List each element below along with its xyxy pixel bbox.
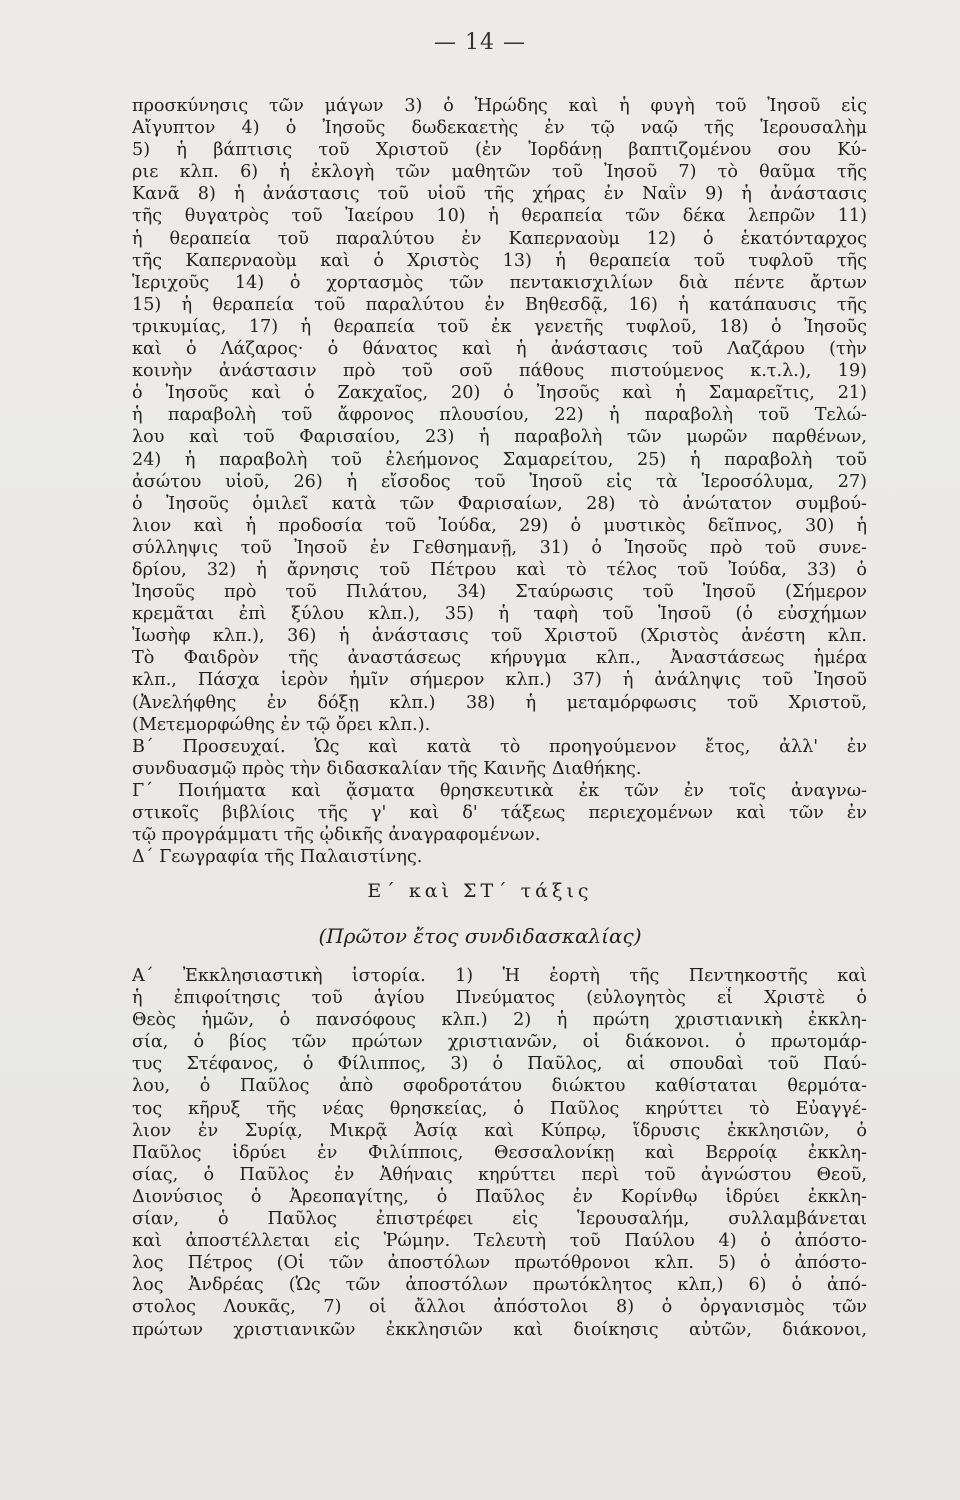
text-line: Ἰησοῦς πρὸ τοῦ Πιλάτου, 34) Σταύρωσις τοῦ Ἰησοῦ (Σήμερον: [132, 582, 867, 603]
text-line: Β΄ Προσευχαί. Ὡς καὶ κατὰ τὸ προηγούμενον ἔτος, ἀλλ' ἐν: [132, 736, 867, 757]
text-line: λιον ἐν Συρίᾳ, Μικρᾷ Ἀσίᾳ καὶ Κύπρῳ, ἵδρυσις ἐκκλησιῶν, ὁ: [132, 1120, 867, 1141]
section-heading: Ε΄ καὶ ΣΤ΄ τάξις: [367, 880, 593, 902]
section-subheading: (Πρῶτον ἔτος συνδιδασκαλίας): [318, 924, 642, 948]
text-line: δρίου, 32) ἡ ἄρνησις τοῦ Πέτρου καὶ τὸ τέλος τοῦ Ἰούδα, 33) ὁ: [132, 559, 867, 580]
text-line: κοινὴν ἀνάστασιν πρὸ τοῦ σοῦ πάθους πιστούμενος κ.τ.λ.), 19): [132, 361, 867, 382]
text-line: 15) ἡ θεραπεία τοῦ παραλύτου ἐν Βηθεσδᾷ, 16) ἡ κατάπαυσις τῆς: [132, 294, 867, 315]
text-line: κρεμᾶται ἐπὶ ξύλου κλπ.), 35) ἡ ταφὴ τοῦ Ἰησοῦ (ὁ εὐσχήμων: [132, 604, 867, 625]
text-line: Ἰωσὴφ κλπ.), 36) ἡ ἀνάστασις τοῦ Χριστοῦ (Χριστὸς ἀνέστη κλπ.: [132, 626, 867, 647]
text-line: Δ΄ Γεωγραφία τῆς Παλαιστίνης.: [132, 847, 423, 868]
text-line: Θεὸς ἡμῶν, ὁ πανσόφους κλπ.) 2) ἡ πρώτη χριστιανικὴ ἐκκλη-: [132, 1010, 867, 1031]
text-line: Γ΄ Ποιήματα καὶ ᾄσματα θρησκευτικὰ ἐκ τῶν ἐν τοῖς ἀναγνω-: [132, 780, 867, 801]
text-line: τῷ προγράμματι τῆς ᾠδικῆς ἀναγραφομένων.: [132, 825, 541, 846]
text-line: ἀσώτου υἱοῦ, 26) ἡ εἴσοδος τοῦ Ἰησοῦ εἰς τὰ Ἱεροσόλυμα, 27): [132, 471, 867, 492]
text-line: ὁ Ἰησοῦς καὶ ὁ Ζακχαῖος, 20) ὁ Ἰησοῦς καὶ ἡ Σαμαρεῖτις, 21): [132, 383, 867, 404]
text-line: λος Πέτρος (Οἱ τῶν ἀποστόλων πρωτόθρονοι κλπ. 5) ὁ ἀπόστο-: [132, 1253, 867, 1274]
text-line: πρώτων χριστιανικῶν ἐκκλησιῶν καὶ διοίκησις αὐτῶν, διάκονοι,: [132, 1319, 867, 1340]
text-line: (Ἀνελήφθης ἐν δόξῃ κλπ.) 38) ἡ μεταμόρφωσις τοῦ Χριστοῦ,: [132, 692, 867, 713]
text-line: Α΄ Ἐκκλησιαστικὴ ἱστορία. 1) Ἡ ἑορτὴ τῆς Πεντηκοστῆς καὶ: [132, 966, 867, 986]
text-line: Διονύσιος ὁ Ἀρεοπαγίτης, ὁ Παῦλος ἐν Κορίνθῳ ἱδρύει ἐκκλη-: [132, 1186, 867, 1207]
text-line: (Μετεμορφώθης ἐν τῷ ὄρει κλπ.).: [132, 714, 431, 735]
text-line: τος κῆρυξ τῆς νέας θρησκείας, ὁ Παῦλος κηρύττει τὸ Εὐαγγέ-: [132, 1098, 867, 1119]
text-line: Παῦλος ἱδρύει ἐν Φιλίπποις, Θεσσαλονίκῃ καὶ Βερροίᾳ ἐκκλη-: [132, 1142, 867, 1163]
page-number: — 14 —: [434, 30, 526, 55]
text-line: προσκύνησις τῶν μάγων 3) ὁ Ἡρώδης καὶ ἡ φυγὴ τοῦ Ἰησοῦ εἰς: [132, 96, 867, 116]
text-line: τρικυμίας, 17) ἡ θεραπεία τοῦ ἐκ γενετῆς τυφλοῦ, 18) ὁ Ἰησοῦς: [132, 316, 867, 337]
text-line: στολος Λουκᾶς, 7) οἱ ἄλλοι ἀπόστολοι 8) ὁ ὀργανισμὸς τῶν: [132, 1297, 867, 1318]
text-line: λος Ἀνδρέας (Ὡς τῶν ἀποστόλων πρωτόκλητος κλπ,) 6) ὁ ἀπό-: [132, 1275, 867, 1296]
text-line: καὶ ἀποστέλλεται εἰς Ῥώμην. Τελευτὴ τοῦ Παύλου 4) ὁ ἀπόστο-: [132, 1231, 867, 1252]
text-line: ὁ Ἰησοῦς ὁμιλεῖ κατὰ τῶν Φαρισαίων, 28) τὸ ἀνώτατον συμβού-: [132, 493, 867, 514]
text-line: λου καὶ τοῦ Φαρισαίου, 23) ἡ παραβολὴ τῶν μωρῶν παρθένων,: [132, 427, 867, 448]
text-line: τῆς Καπερναοὺμ καὶ ὁ Χριστὸς 13) ἡ θεραπεία τοῦ τυφλοῦ τῆς: [132, 250, 867, 271]
text-line: ἡ παραβολὴ τοῦ ἄφρονος πλουσίου, 22) ἡ παραβολὴ τοῦ Τελώ-: [132, 405, 867, 426]
text-line: λιον καὶ ἡ προδοσία τοῦ Ἰούδα, 29) ὁ μυστικὸς δεῖπνος, 30) ἡ: [132, 515, 867, 536]
text-line: ἡ θεραπεία τοῦ παραλύτου ἐν Καπερναοὺμ 12) ὁ ἑκατόνταρχος: [132, 228, 867, 249]
text-line: ριε κλπ. 6) ἡ ἐκλογὴ τῶν μαθητῶν τοῦ Ἰησοῦ 7) τὸ θαῦμα τῆς: [132, 162, 867, 183]
text-line: Αἴγυπτον 4) ὁ Ἰησοῦς δωδεκαετὴς ἐν τῷ ναῷ τῆς Ἱερουσαλὴμ: [132, 118, 867, 139]
text-line: Ἱεριχοῦς 14) ὁ χορτασμὸς τῶν πεντακισχιλίων διὰ πέντε ἄρτων: [132, 272, 867, 293]
text-line: σία, ὁ βίος τῶν πρώτων χριστιανῶν, οἱ διάκονοι. ὁ πρωτομάρ-: [132, 1032, 867, 1053]
text-line: 24) ἡ παραβολὴ τοῦ ἐλεήμονος Σαμαρείτου, 25) ἡ παραβολὴ τοῦ: [132, 449, 867, 470]
text-line: κλπ., Πάσχα ἱερὸν ἡμῖν σήμερον κλπ.) 37) ἡ ἀνάληψις τοῦ Ἰησοῦ: [132, 670, 867, 691]
text-line: 5) ἡ βάπτισις τοῦ Χριστοῦ (ἐν Ἰορδάνῃ βαπτιζομένου σου Κύ-: [132, 140, 867, 161]
text-line: Τὸ Φαιδρὸν τῆς ἀναστάσεως κήρυγμα κλπ., Ἀναστάσεως ἡμέρα: [132, 648, 867, 669]
text-line: σύλληψις τοῦ Ἰησοῦ ἐν Γεθσημανῇ, 31) ὁ Ἰησοῦς πρὸ τοῦ συνε-: [132, 537, 867, 558]
text-line: στικοῖς βιβλίοις τῆς γ' καὶ δ' τάξεως περιεχομένων καὶ τῶν ἐν: [132, 803, 867, 823]
text-block-top: [132, 95, 867, 868]
text-line: τυς Στέφανος, ὁ Φίλιππος, 3) ὁ Παῦλος, αἱ σπουδαὶ τοῦ Παύ-: [132, 1054, 867, 1075]
text-line: τῆς θυγατρὸς τοῦ Ἰαείρου 10) ἡ θεραπεία τῶν δέκα λεπρῶν 11): [132, 206, 867, 227]
text-line: σίας, ὁ Παῦλος ἐν Ἀθήναις κηρύττει περὶ τοῦ ἀγνώστου Θεοῦ,: [132, 1164, 867, 1185]
text-line: καὶ ὁ Λάζαρος· ὁ θάνατος καὶ ἡ ἀνάστασις τοῦ Λαζάρου (τὴν: [132, 339, 867, 360]
text-line: ἡ ἐπιφοίτησις τοῦ ἁγίου Πνεύματος (εὐλογητὸς εἶ Χριστὲ ὁ: [132, 988, 867, 1009]
text-block-bottom: [132, 965, 867, 1341]
text-line: Κανᾶ 8) ἡ ἀνάστασις τοῦ υἱοῦ τῆς χήρας ἐν Ναῒν 9) ἡ ἀνάστασις: [132, 184, 867, 205]
text-line: συνδυασμῷ πρὸς τὴν διδασκαλίαν τῆς Καινῆς Διαθήκης.: [132, 758, 642, 779]
text-line: λου, ὁ Παῦλος ἀπὸ σφοδροτάτου διώκτου καθίσταται θερμότα-: [132, 1076, 867, 1097]
text-line: σίαν, ὁ Παῦλος ἐπιστρέφει εἰς Ἱερουσαλήμ, συλλαμβάνεται: [132, 1209, 867, 1230]
